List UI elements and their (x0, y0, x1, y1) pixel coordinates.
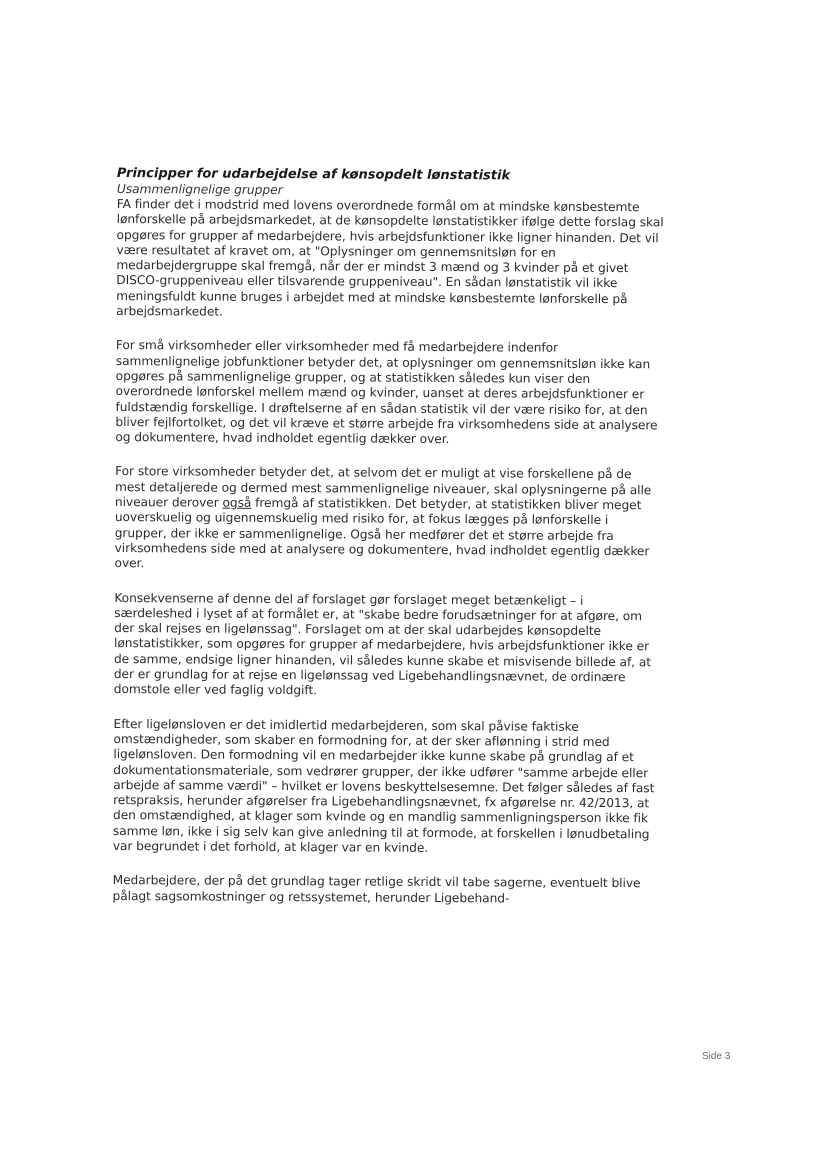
paragraph-3 (115, 464, 664, 574)
paragraph-2: For små virksomheder eller virksomheder med få medarbejdere indenfor sammenlignelige jobfunktioner betyder det, at oplysninger om gennemsnitsløn ikke kan opgøres på sammenlignelige grupper, og at statistikken således kun viser den overordnede lønforskel mellem mænd og kvinder, uanset at deres arbejdsfunktioner er fuldstændig forskellige. I drøftelserne af en sådan statistik vil der være risiko for, at den bliver fejlfortolket, og det vil kræve et større arbejde fra virksomhedens side at analysere og dokumentere, hvad indholdet egentlig dækker over. (115, 338, 658, 447)
paragraph-4: Konsekvenserne af denne del af forslaget gør forslaget meget betænkeligt – i særdeleshed i lyset af at formålet er, at "skabe bedre forudsætninger for at afgøre, om der skal rejses en ligelønssag". Forslaget om at der skal udarbejdes kønsopdelte lønstatistikker, som opgøres for grupper af medarbejdere, hvis arbejdsfunktioner ikke er de samme, endsige ligner hinanden, vil således kunne skabe et misvisende billede af, at der er grundlag for at rejse en ligelønssag ved Ligebehandlingsnævnet, de ordinære domstole eller ved faglig voldgift. (113, 590, 652, 698)
paragraph-6: Medarbejdere, der på det grundlag tager retlige skridt vil tabe sagerne, eventuelt blive pålagt sagsomkostninger og retssystemet, herunder Ligebehand- (112, 873, 641, 905)
paragraph-1: FA finder det i modstrid med lovens overordnede formål om at mindske kønsbestemte lønforskelle på arbejdsmarkedet, at de kønsopdelte lønstatistikker ifølge dette forslag skal opgøres for grupper af medarbejdere, hvis arbejdsfunktioner ikke ligner hinanden. Det vil være resultatet af kravet om, at "Oplysninger om gennemsnitsløn for en medarbejdergruppe skal fremgå, når der er mindst 3 mænd og 3 kvinder på et givet DISCO-gruppeniveau eller tilsvarende gruppeniveau". En sådan lønstatistik vil ikke meningsfuldt kunne bruges i arbejdet med at mindske kønsbestemte lønforskelle på arbejdsmarkedet. (116, 196, 664, 319)
section-subheading: Usammenlignelige grupper (116, 181, 283, 198)
paragraph-3-underlined-word: også (222, 495, 252, 510)
paragraph-3-part-1: For store virksomheder betyder det, at selvom det er muligt at vise forskellene på de mest detaljerede og dermed mest sammenlignelige niveauer, skal oplysningerne på alle niveauer derover (114, 464, 652, 510)
paragraph-5: Efter ligelønsloven er det imidlertid medarbejderen, som skal påvise faktiske omstændigheder, som skaber en formodning for, at der sker aflønning i strid med ligelønsloven. Den formodning vil en medarbejder ikke kunne skabe på grundlag af et dokumentationsmateriale, som vedrører grupper, der ikke udfører "samme arbejde eller arbejde af samme værdi" – hvilket er lovens beskyttelsesemne. Det følger således af fast retspraksis, herunder afgørelser fra Ligebehandlingsnævnet, fx afgørelse nr. 42/2013, at den omstændighed, at klager som kvinde og en mandlig sammenligningsperson ikke fik samme løn, ikke i sig selv kan give anledning til at formode, at forskellen i lønudbetaling var begrundet i det forhold, at klager var en kvinde. (112, 716, 655, 855)
document-body (112, 165, 665, 926)
section-heading: Principper for udarbejdelse af kønsopdelt lønstatistik (116, 165, 511, 184)
paragraph-3-part-2: fremgå af statistikken. Det betyder, at statistikken bliver meget uoverskuelig og uigennemskuelig med risiko for, at fokus lægges på lønforskelle i grupper, der ikke er sammenlignelige. Også her medfører det et større arbejde fra virksomhedens side med at analysere og dokumentere, hvad indholdet egentlig dækker over. (114, 495, 650, 571)
page-number: Side 3 (702, 1051, 731, 1062)
